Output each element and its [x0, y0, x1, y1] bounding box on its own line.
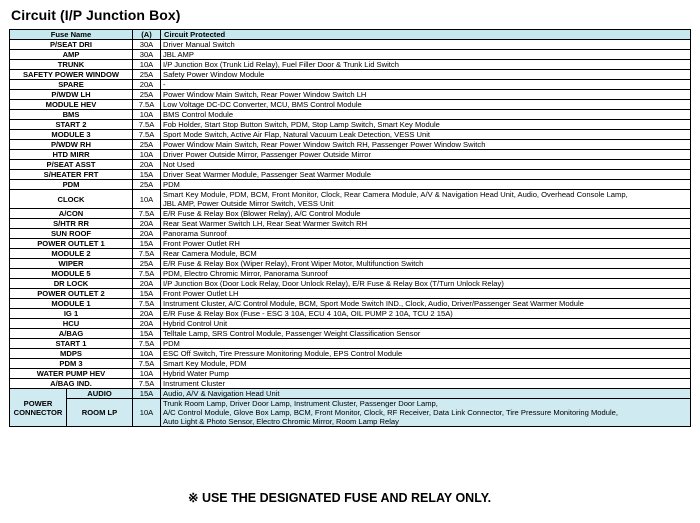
- table-row: [10, 170, 691, 180]
- table-row: [10, 249, 691, 259]
- fuse-desc: PDM: [161, 339, 691, 349]
- table-row: [10, 60, 691, 70]
- table-row: [10, 160, 691, 170]
- fuse-amp: 10A: [133, 150, 161, 160]
- fuse-amp: 7.5A: [133, 209, 161, 219]
- fuse-amp: 25A: [133, 140, 161, 150]
- fuse-name: POWER OUTLET 2: [10, 289, 133, 299]
- table-row: [10, 319, 691, 329]
- fuse-desc: Panorama Sunroof: [161, 229, 691, 239]
- fuse-name: S/HEATER FRT: [10, 170, 133, 180]
- fuse-desc: JBL AMP: [161, 50, 691, 60]
- table-row: [10, 120, 691, 130]
- fuse-name: MODULE 5: [10, 269, 133, 279]
- fuse-desc: Hybrid Control Unit: [161, 319, 691, 329]
- fuse-amp: 10A: [133, 349, 161, 359]
- table-row: [10, 50, 691, 60]
- fuse-amp: 20A: [133, 229, 161, 239]
- table-row: [10, 279, 691, 289]
- fuse-desc: E/R Fuse & Relay Box (Fuse - ESC 3 10A, ECU 4 10A, OIL PUMP 2 10A, TCU 2 15A): [161, 309, 691, 319]
- fuse-name: AMP: [10, 50, 133, 60]
- fuse-table-body: [10, 40, 691, 427]
- table-row: [10, 90, 691, 100]
- fuse-name: PDM 3: [10, 359, 133, 369]
- fuse-desc: Hybrid Water Pump: [161, 369, 691, 379]
- fuse-amp: 7.5A: [133, 359, 161, 369]
- fuse-desc: Smart Key Module, PDM: [161, 359, 691, 369]
- fuse-desc: Driver Manual Switch: [161, 40, 691, 50]
- table-row: [10, 130, 691, 140]
- table-row: [10, 70, 691, 80]
- fuse-desc: Instrument Cluster, A/C Control Module, BCM, Sport Mode Switch IND., Clock, Audio, Driver/Passenger Seat Warmer Module: [161, 299, 691, 309]
- fuse-desc: Rear Seat Warmer Switch LH, Rear Seat Warmer Switch RH: [161, 219, 691, 229]
- fuse-amp: 10A: [133, 60, 161, 70]
- table-row: [10, 209, 691, 219]
- fuse-amp: 20A: [133, 319, 161, 329]
- fuse-name: A/BAG: [10, 329, 133, 339]
- fuse-name: WATER PUMP HEV: [10, 369, 133, 379]
- table-row: [10, 349, 691, 359]
- fuse-name: IG 1: [10, 309, 133, 319]
- fuse-amp: 10A: [133, 369, 161, 379]
- fuse-desc: Driver Seat Warmer Module, Passenger Seat Warmer Module: [161, 170, 691, 180]
- fuse-amp: 20A: [133, 279, 161, 289]
- table-row: [10, 259, 691, 269]
- fuse-desc: Instrument Cluster: [161, 379, 691, 389]
- fuse-name: MODULE HEV: [10, 100, 133, 110]
- fuse-amp: 25A: [133, 180, 161, 190]
- fuse-amp: 7.5A: [133, 299, 161, 309]
- fuse-desc: Driver Power Outside Mirror, Passenger Power Outside Mirror: [161, 150, 691, 160]
- fuse-name: SUN ROOF: [10, 229, 133, 239]
- power-connector-line2: CONNECTOR: [13, 407, 63, 417]
- fuse-name: DR LOCK: [10, 279, 133, 289]
- fuse-desc: -: [161, 80, 691, 90]
- fuse-desc-room-lp-1: Trunk Room Lamp, Driver Door Lamp, Instrument Cluster, Passenger Door Lamp,: [161, 399, 691, 409]
- fuse-name-room-lp: ROOM LP: [67, 399, 133, 427]
- fuse-name: PDM: [10, 180, 133, 190]
- fuse-desc: Front Power Outlet RH: [161, 239, 691, 249]
- fuse-name: P/SEAT DRI: [10, 40, 133, 50]
- fuse-amp: 7.5A: [133, 120, 161, 130]
- table-row-room-lp: [10, 399, 691, 409]
- fuse-name: MODULE 2: [10, 249, 133, 259]
- header-circuit: Circuit Protected: [161, 30, 691, 40]
- table-row: [10, 309, 691, 319]
- fuse-amp: 30A: [133, 50, 161, 60]
- fuse-desc: ESC Off Switch, Tire Pressure Monitoring Module, EPS Control Module: [161, 349, 691, 359]
- fuse-desc: Sport Mode Switch, Active Air Flap, Natural Vacuum Leak Detection, VESS Unit: [161, 130, 691, 140]
- power-connector-line1: POWER: [23, 398, 53, 408]
- power-connector-group: [10, 389, 67, 427]
- fuse-desc: Power Window Main Switch, Rear Power Window Switch RH, Passenger Power Window Switch: [161, 140, 691, 150]
- fuse-name: START 2: [10, 120, 133, 130]
- fuse-desc: Not Used: [161, 160, 691, 170]
- fuse-name: SPARE: [10, 80, 133, 90]
- table-row: [10, 219, 691, 229]
- table-row: [10, 299, 691, 309]
- table-row: [10, 329, 691, 339]
- fuse-amp: 7.5A: [133, 379, 161, 389]
- fuse-name: MODULE 3: [10, 130, 133, 140]
- table-row: [10, 80, 691, 90]
- fuse-desc: Front Power Outlet LH: [161, 289, 691, 299]
- fuse-amp: 15A: [133, 289, 161, 299]
- fuse-table: [9, 29, 691, 427]
- fuse-name: P/SEAT ASST: [10, 160, 133, 170]
- table-row: [10, 339, 691, 349]
- fuse-desc: Smart Key Module, PDM, BCM, Front Monitor, Clock, Rear Camera Module, A/V & Navigation Head Unit, Audio, Overhead Console Lamp,: [161, 190, 691, 200]
- fuse-name: A/BAG IND.: [10, 379, 133, 389]
- fuse-desc: Low Voltage DC-DC Converter, MCU, BMS Control Module: [161, 100, 691, 110]
- table-row: [10, 110, 691, 120]
- fuse-desc: PDM: [161, 180, 691, 190]
- fuse-desc: Power Window Main Switch, Rear Power Window Switch LH: [161, 90, 691, 100]
- table-row: [10, 359, 691, 369]
- table-row: [10, 100, 691, 110]
- fuse-desc: Rear Camera Module, BCM: [161, 249, 691, 259]
- fuse-name: MODULE 1: [10, 299, 133, 309]
- fuse-desc-cont: JBL AMP, Power Outside Mirror Switch, VESS Unit: [161, 199, 691, 209]
- page-title: Circuit (I/P Junction Box): [11, 7, 181, 23]
- fuse-amp-audio: 15A: [133, 389, 161, 399]
- fuse-amp: 20A: [133, 80, 161, 90]
- fuse-amp: 20A: [133, 219, 161, 229]
- fuse-amp: 7.5A: [133, 249, 161, 259]
- header-fuse-name: Fuse Name: [10, 30, 133, 40]
- fuse-desc: I/P Junction Box (Door Lock Relay, Door Unlock Relay), E/R Fuse & Relay Box (T/Turn Unlock Relay): [161, 279, 691, 289]
- table-row: [10, 190, 691, 200]
- fuse-desc-room-lp-3: Auto Light & Photo Sensor, Electro Chromic Mirror, Room Lamp Relay: [161, 417, 691, 427]
- fuse-name: HCU: [10, 319, 133, 329]
- fuse-amp: 7.5A: [133, 269, 161, 279]
- fuse-desc: E/R Fuse & Relay Box (Blower Relay), A/C Control Module: [161, 209, 691, 219]
- fuse-name: POWER OUTLET 1: [10, 239, 133, 249]
- fuse-amp: 15A: [133, 329, 161, 339]
- fuse-amp: 30A: [133, 40, 161, 50]
- fuse-amp: 7.5A: [133, 100, 161, 110]
- fuse-name: A/CON: [10, 209, 133, 219]
- table-row: [10, 289, 691, 299]
- fuse-name: START 1: [10, 339, 133, 349]
- table-header-row: [10, 30, 691, 40]
- fuse-desc: Telltale Lamp, SRS Control Module, Passenger Weight Classification Sensor: [161, 329, 691, 339]
- header-amp: (A): [133, 30, 161, 40]
- fuse-desc-audio: Audio, A/V & Navigation Head Unit: [161, 389, 691, 399]
- fuse-desc: E/R Fuse & Relay Box (Wiper Relay), Front Wiper Motor, Multifunction Switch: [161, 259, 691, 269]
- fuse-desc: PDM, Electro Chromic Mirror, Panorama Sunroof: [161, 269, 691, 279]
- fuse-amp: 10A: [133, 110, 161, 120]
- fuse-desc-room-lp-2: A/C Control Module, Glove Box Lamp, BCM, Front Monitor, Clock, RF Receiver, Data Link Connector, Tire Pressure Monitoring Module,: [161, 408, 691, 417]
- fuse-name: TRUNK: [10, 60, 133, 70]
- fuse-desc: Safety Power Window Module: [161, 70, 691, 80]
- fuse-amp: 7.5A: [133, 339, 161, 349]
- fuse-name: HTD MIRR: [10, 150, 133, 160]
- fuse-name: BMS: [10, 110, 133, 120]
- table-row: [10, 239, 691, 249]
- fuse-name: WIPER: [10, 259, 133, 269]
- table-row: [10, 140, 691, 150]
- table-row: [10, 180, 691, 190]
- fuse-amp: 7.5A: [133, 130, 161, 140]
- fuse-desc: BMS Control Module: [161, 110, 691, 120]
- fuse-name: MDPS: [10, 349, 133, 359]
- fuse-amp: 25A: [133, 90, 161, 100]
- table-row: [10, 150, 691, 160]
- fuse-name: S/HTR RR: [10, 219, 133, 229]
- fuse-amp: 20A: [133, 160, 161, 170]
- fuse-amp: 15A: [133, 170, 161, 180]
- table-row-audio: [10, 389, 691, 399]
- table-row: [10, 369, 691, 379]
- fuse-name-audio: AUDIO: [67, 389, 133, 399]
- fuse-name: P/WDW LH: [10, 90, 133, 100]
- fuse-amp: 25A: [133, 259, 161, 269]
- fuse-warning-note: ※ USE THE DESIGNATED FUSE AND RELAY ONLY.: [188, 491, 492, 505]
- fuse-amp-room-lp: 10A: [133, 399, 161, 427]
- fuse-desc: I/P Junction Box (Trunk Lid Relay), Fuel Filler Door & Trunk Lid Switch: [161, 60, 691, 70]
- table-row: [10, 379, 691, 389]
- fuse-amp: 10A: [133, 190, 161, 209]
- fuse-name: P/WDW RH: [10, 140, 133, 150]
- fuse-amp: 15A: [133, 239, 161, 249]
- fuse-desc: Fob Holder, Start Stop Button Switch, PDM, Stop Lamp Switch, Smart Key Module: [161, 120, 691, 130]
- fuse-name: SAFETY POWER WINDOW: [10, 70, 133, 80]
- fuse-name: CLOCK: [10, 190, 133, 209]
- table-row: [10, 40, 691, 50]
- fuse-amp: 20A: [133, 309, 161, 319]
- table-row: [10, 229, 691, 239]
- fuse-amp: 25A: [133, 70, 161, 80]
- table-row: [10, 269, 691, 279]
